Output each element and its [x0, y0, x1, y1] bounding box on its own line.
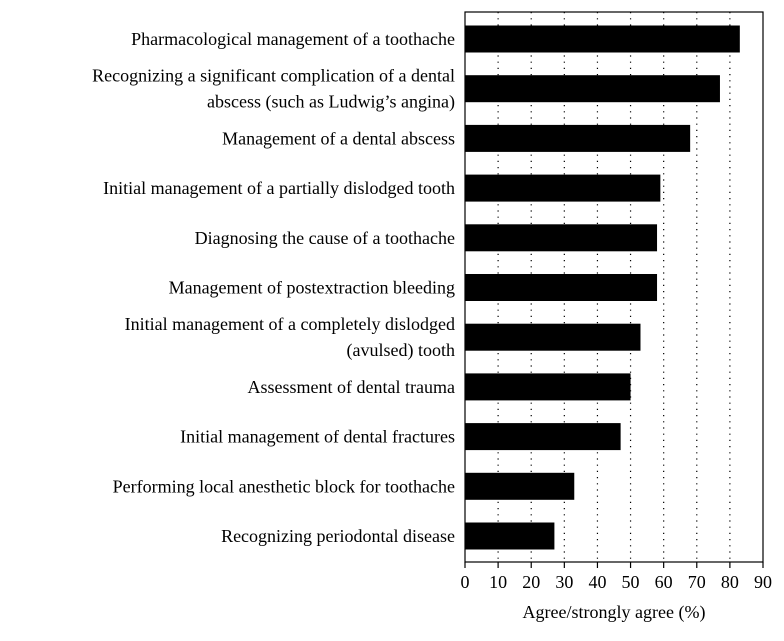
x-tick-label: 0 — [460, 572, 470, 592]
x-tick-label: 50 — [621, 572, 640, 592]
bar — [465, 473, 574, 500]
x-axis-ticks — [461, 562, 773, 592]
x-axis-title: Agree/strongly agree (%) — [522, 602, 706, 622]
x-tick-label: 30 — [555, 572, 574, 592]
category-label: abscess (such as Ludwig’s angina) — [207, 91, 455, 112]
bar — [465, 373, 631, 400]
x-tick-label: 90 — [754, 572, 772, 592]
bar — [465, 75, 720, 102]
x-tick-label: 60 — [654, 572, 673, 592]
bar — [465, 224, 657, 251]
x-tick-label: 20 — [522, 572, 541, 592]
category-label: Initial management of a completely dislodged — [124, 314, 455, 335]
bar — [465, 125, 690, 152]
category-label: Pharmacological management of a toothache — [131, 29, 455, 49]
bar — [465, 175, 660, 202]
category-label: Initial management of a partially dislodged tooth — [103, 178, 455, 199]
category-label: Assessment of dental trauma — [247, 376, 455, 397]
bar — [465, 324, 640, 351]
x-tick-label: 40 — [588, 572, 607, 592]
category-label: Recognizing a significant complication of a dental — [92, 65, 455, 86]
category-label: Diagnosing the cause of a toothache — [194, 227, 455, 248]
bar — [465, 26, 740, 53]
x-tick-label: 80 — [720, 572, 739, 592]
bars — [465, 26, 740, 550]
category-label: (avulsed) tooth — [346, 340, 455, 361]
category-label: Initial management of dental fractures — [180, 426, 455, 447]
category-label: Management of postextraction bleeding — [168, 277, 455, 298]
bar — [465, 274, 657, 301]
bar — [465, 423, 621, 450]
x-tick-label: 70 — [687, 572, 706, 592]
bar — [465, 523, 554, 550]
category-label: Management of a dental abscess — [222, 128, 455, 149]
category-label: Recognizing periodontal disease — [221, 526, 455, 546]
x-tick-label: 10 — [489, 572, 508, 592]
category-labels — [92, 29, 455, 546]
category-label: Performing local anesthetic block for toothache — [112, 476, 455, 497]
